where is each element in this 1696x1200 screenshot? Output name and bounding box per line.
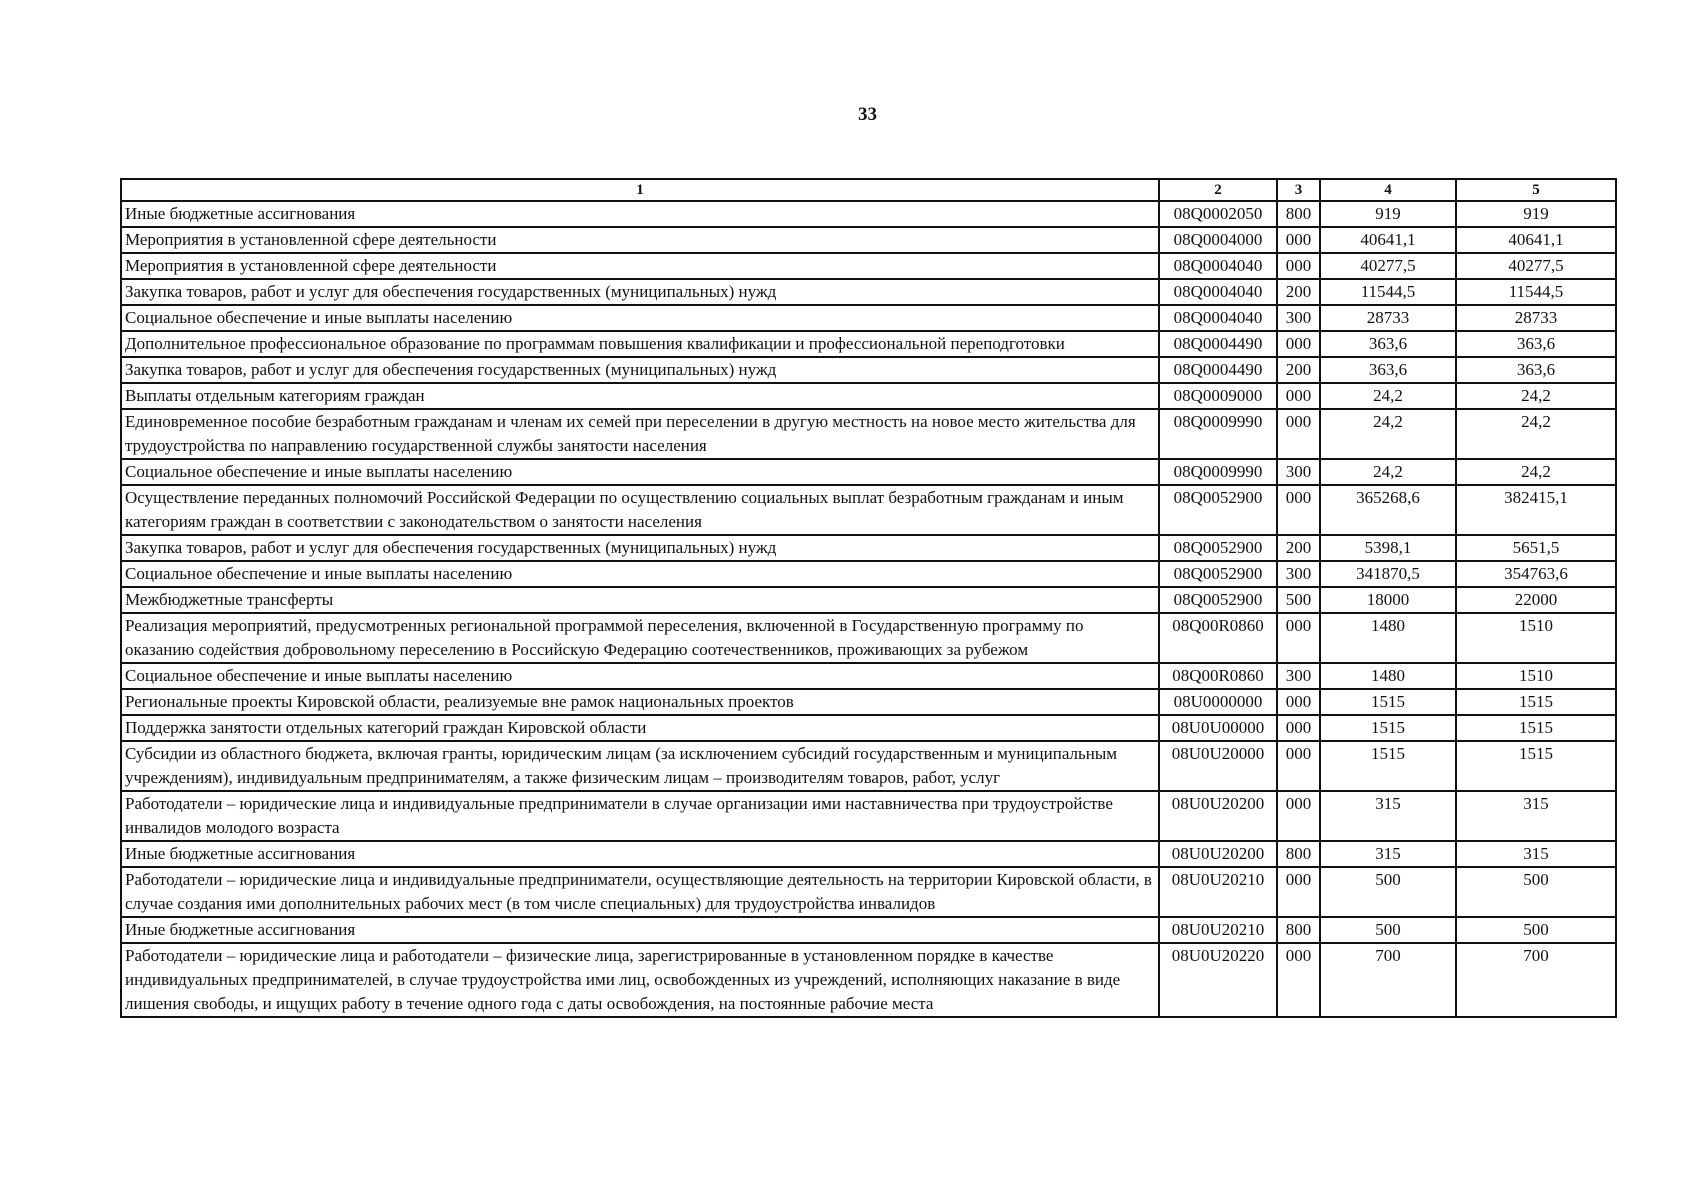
row-type-cell: 800 [1277, 917, 1320, 943]
row-code-cell: 08Q0052900 [1159, 485, 1277, 535]
budget-table [120, 178, 1617, 1018]
row-code-cell: 08Q0009000 [1159, 383, 1277, 409]
row-type-cell: 800 [1277, 201, 1320, 227]
row-code-cell: 08Q00R0860 [1159, 613, 1277, 663]
row-code-cell: 08U0U20220 [1159, 943, 1277, 1017]
table-row [121, 485, 1616, 535]
row-value-1-cell: 18000 [1320, 587, 1456, 613]
row-value-2-cell: 700 [1456, 943, 1616, 1017]
row-name-cell: Социальное обеспечение и иные выплаты населению [121, 561, 1159, 587]
row-value-1-cell: 1515 [1320, 689, 1456, 715]
row-name-cell: Работодатели – юридические лица и индивидуальные предприниматели, осуществляющие деятельность на территории Кировской области, в случае создания ими дополнительных рабочих мест (в том числе специальных) для трудоустройства инвалидов [121, 867, 1159, 917]
row-code-cell: 08Q0002050 [1159, 201, 1277, 227]
row-value-1-cell: 1480 [1320, 613, 1456, 663]
row-value-1-cell: 24,2 [1320, 409, 1456, 459]
row-type-cell: 800 [1277, 841, 1320, 867]
table-row [121, 917, 1616, 943]
row-type-cell: 000 [1277, 689, 1320, 715]
row-type-cell: 500 [1277, 587, 1320, 613]
row-code-cell: 08Q0052900 [1159, 535, 1277, 561]
row-value-1-cell: 315 [1320, 841, 1456, 867]
table-row [121, 279, 1616, 305]
row-code-cell: 08Q00R0860 [1159, 663, 1277, 689]
row-type-cell: 000 [1277, 715, 1320, 741]
table-header-row [121, 179, 1616, 201]
table-row [121, 253, 1616, 279]
row-value-1-cell: 315 [1320, 791, 1456, 841]
row-value-1-cell: 500 [1320, 917, 1456, 943]
row-value-2-cell: 382415,1 [1456, 485, 1616, 535]
row-value-2-cell: 500 [1456, 867, 1616, 917]
table-row [121, 841, 1616, 867]
row-code-cell: 08Q0004490 [1159, 331, 1277, 357]
table-row [121, 791, 1616, 841]
row-type-cell: 000 [1277, 741, 1320, 791]
row-name-cell: Межбюджетные трансферты [121, 587, 1159, 613]
row-code-cell: 08U0U20210 [1159, 867, 1277, 917]
row-name-cell: Выплаты отдельным категориям граждан [121, 383, 1159, 409]
row-value-1-cell: 40277,5 [1320, 253, 1456, 279]
header-col-2: 2 [1159, 179, 1277, 201]
row-name-cell: Работодатели – юридические лица и индивидуальные предприниматели в случае организации ими наставничества при трудоустройстве инвалидов молодого возраста [121, 791, 1159, 841]
row-value-1-cell: 40641,1 [1320, 227, 1456, 253]
row-value-2-cell: 5651,5 [1456, 535, 1616, 561]
row-name-cell: Мероприятия в установленной сфере деятельности [121, 253, 1159, 279]
row-type-cell: 000 [1277, 227, 1320, 253]
row-code-cell: 08U0U20200 [1159, 841, 1277, 867]
row-value-1-cell: 700 [1320, 943, 1456, 1017]
row-type-cell: 200 [1277, 357, 1320, 383]
row-value-2-cell: 40641,1 [1456, 227, 1616, 253]
table-row [121, 613, 1616, 663]
table-row [121, 201, 1616, 227]
row-type-cell: 000 [1277, 331, 1320, 357]
row-value-1-cell: 363,6 [1320, 357, 1456, 383]
table-row [121, 689, 1616, 715]
row-value-2-cell: 40277,5 [1456, 253, 1616, 279]
row-name-cell: Закупка товаров, работ и услуг для обеспечения государственных (муниципальных) нужд [121, 535, 1159, 561]
row-name-cell: Закупка товаров, работ и услуг для обеспечения государственных (муниципальных) нужд [121, 357, 1159, 383]
row-type-cell: 000 [1277, 383, 1320, 409]
row-code-cell: 08Q0004000 [1159, 227, 1277, 253]
row-type-cell: 000 [1277, 867, 1320, 917]
table-row [121, 409, 1616, 459]
row-value-2-cell: 500 [1456, 917, 1616, 943]
table-row [121, 305, 1616, 331]
row-value-1-cell: 500 [1320, 867, 1456, 917]
row-name-cell: Иные бюджетные ассигнования [121, 917, 1159, 943]
row-value-2-cell: 363,6 [1456, 357, 1616, 383]
table-row [121, 459, 1616, 485]
table-row [121, 741, 1616, 791]
row-value-1-cell: 11544,5 [1320, 279, 1456, 305]
row-name-cell: Единовременное пособие безработным гражданам и членам их семей при переселении в другую местность на новое место жительства для трудоустройства по направлению государственной службы занятости населения [121, 409, 1159, 459]
row-name-cell: Работодатели – юридические лица и работодатели – физические лица, зарегистрированные в установленном порядке в качестве индивидуальных предпринимателей, в случае трудоустройства ими лиц, освобожденных из учреждений, исполняющих наказание в виде лишения свободы, и ищущих работу в течение одного года с даты освобождения, на постоянные рабочие места [121, 943, 1159, 1017]
table-row [121, 357, 1616, 383]
row-name-cell: Иные бюджетные ассигнования [121, 201, 1159, 227]
row-value-1-cell: 1480 [1320, 663, 1456, 689]
row-value-1-cell: 919 [1320, 201, 1456, 227]
row-type-cell: 000 [1277, 791, 1320, 841]
row-type-cell: 300 [1277, 459, 1320, 485]
row-value-2-cell: 315 [1456, 841, 1616, 867]
row-value-1-cell: 341870,5 [1320, 561, 1456, 587]
table-row [121, 715, 1616, 741]
row-code-cell: 08U0000000 [1159, 689, 1277, 715]
table-row [121, 383, 1616, 409]
header-col-1: 1 [121, 179, 1159, 201]
row-name-cell: Поддержка занятости отдельных категорий граждан Кировской области [121, 715, 1159, 741]
row-type-cell: 300 [1277, 305, 1320, 331]
row-code-cell: 08Q0004490 [1159, 357, 1277, 383]
table-row [121, 943, 1616, 1017]
row-value-1-cell: 24,2 [1320, 383, 1456, 409]
table-row [121, 867, 1616, 917]
row-name-cell: Субсидии из областного бюджета, включая гранты, юридическим лицам (за исключением субсидий государственным и муниципальным учреждениям), индивидуальным предпринимателям, а также физическим лицам – производителям товаров, работ, услуг [121, 741, 1159, 791]
table-row [121, 587, 1616, 613]
row-value-2-cell: 354763,6 [1456, 561, 1616, 587]
row-type-cell: 200 [1277, 535, 1320, 561]
row-value-2-cell: 1510 [1456, 663, 1616, 689]
row-value-2-cell: 28733 [1456, 305, 1616, 331]
row-name-cell: Реализация мероприятий, предусмотренных региональной программой переселения, включенной в Государственную программу по оказанию содействия добровольному переселению в Российскую Федерацию соотечественников, проживающих за рубежом [121, 613, 1159, 663]
row-name-cell: Осуществление переданных полномочий Российской Федерации по осуществлению социальных выплат безработным гражданам и иным категориям граждан в соответствии с законодательством о занятости населения [121, 485, 1159, 535]
row-code-cell: 08U0U20210 [1159, 917, 1277, 943]
row-code-cell: 08Q0004040 [1159, 279, 1277, 305]
row-name-cell: Социальное обеспечение и иные выплаты населению [121, 305, 1159, 331]
row-code-cell: 08Q0052900 [1159, 587, 1277, 613]
row-name-cell: Социальное обеспечение и иные выплаты населению [121, 459, 1159, 485]
row-value-2-cell: 11544,5 [1456, 279, 1616, 305]
row-value-2-cell: 24,2 [1456, 409, 1616, 459]
row-type-cell: 000 [1277, 409, 1320, 459]
row-value-1-cell: 1515 [1320, 715, 1456, 741]
row-value-2-cell: 363,6 [1456, 331, 1616, 357]
row-code-cell: 08U0U00000 [1159, 715, 1277, 741]
row-code-cell: 08U0U20000 [1159, 741, 1277, 791]
row-type-cell: 000 [1277, 943, 1320, 1017]
header-col-3: 3 [1277, 179, 1320, 201]
row-code-cell: 08Q0004040 [1159, 305, 1277, 331]
header-col-4: 4 [1320, 179, 1456, 201]
row-value-1-cell: 365268,6 [1320, 485, 1456, 535]
row-value-2-cell: 24,2 [1456, 459, 1616, 485]
page-number: 33 [858, 104, 877, 125]
row-value-2-cell: 24,2 [1456, 383, 1616, 409]
table-row [121, 227, 1616, 253]
row-code-cell: 08Q0009990 [1159, 409, 1277, 459]
row-type-cell: 000 [1277, 253, 1320, 279]
row-type-cell: 300 [1277, 663, 1320, 689]
table-body [121, 201, 1616, 1017]
row-code-cell: 08Q0004040 [1159, 253, 1277, 279]
row-name-cell: Закупка товаров, работ и услуг для обеспечения государственных (муниципальных) нужд [121, 279, 1159, 305]
row-type-cell: 000 [1277, 485, 1320, 535]
row-value-1-cell: 24,2 [1320, 459, 1456, 485]
row-value-2-cell: 919 [1456, 201, 1616, 227]
row-value-2-cell: 1515 [1456, 689, 1616, 715]
row-value-2-cell: 22000 [1456, 587, 1616, 613]
table-row [121, 535, 1616, 561]
row-value-1-cell: 1515 [1320, 741, 1456, 791]
table-row [121, 331, 1616, 357]
row-value-2-cell: 1515 [1456, 741, 1616, 791]
row-value-1-cell: 363,6 [1320, 331, 1456, 357]
row-code-cell: 08U0U20200 [1159, 791, 1277, 841]
row-type-cell: 300 [1277, 561, 1320, 587]
row-name-cell: Иные бюджетные ассигнования [121, 841, 1159, 867]
row-code-cell: 08Q0009990 [1159, 459, 1277, 485]
row-value-2-cell: 1510 [1456, 613, 1616, 663]
table-row [121, 561, 1616, 587]
row-value-2-cell: 1515 [1456, 715, 1616, 741]
row-name-cell: Мероприятия в установленной сфере деятельности [121, 227, 1159, 253]
row-code-cell: 08Q0052900 [1159, 561, 1277, 587]
row-name-cell: Дополнительное профессиональное образование по программам повышения квалификации и профессиональной переподготовки [121, 331, 1159, 357]
row-name-cell: Социальное обеспечение и иные выплаты населению [121, 663, 1159, 689]
row-type-cell: 000 [1277, 613, 1320, 663]
row-value-2-cell: 315 [1456, 791, 1616, 841]
row-type-cell: 200 [1277, 279, 1320, 305]
table-row [121, 663, 1616, 689]
row-value-1-cell: 28733 [1320, 305, 1456, 331]
row-name-cell: Региональные проекты Кировской области, реализуемые вне рамок национальных проектов [121, 689, 1159, 715]
row-value-1-cell: 5398,1 [1320, 535, 1456, 561]
header-col-5: 5 [1456, 179, 1616, 201]
